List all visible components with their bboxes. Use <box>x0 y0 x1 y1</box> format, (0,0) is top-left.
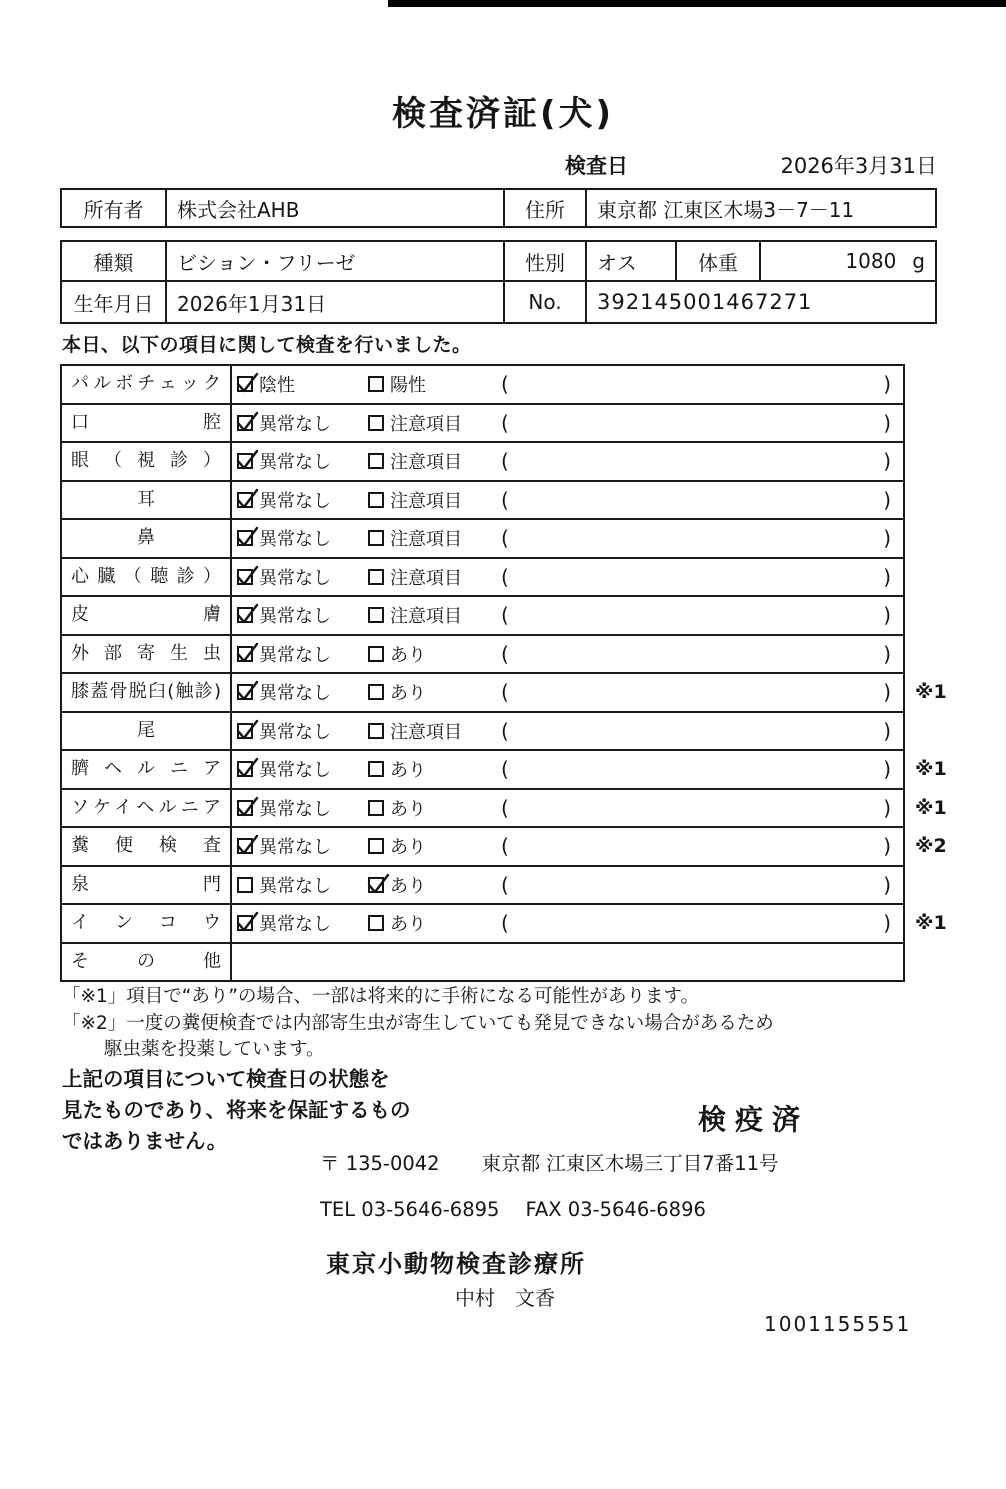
owner-label: 所有者 <box>62 190 167 226</box>
checkbox-icon[interactable] <box>237 492 253 508</box>
item-label: 泉門 <box>62 867 232 904</box>
paren-open: ( <box>501 911 509 936</box>
pet-row-1 <box>62 242 935 282</box>
checkbox-icon[interactable] <box>237 761 253 777</box>
checklist-row <box>62 944 903 983</box>
checkbox-icon[interactable] <box>237 646 253 662</box>
option-1[interactable] <box>237 910 368 936</box>
checkbox-icon[interactable] <box>237 838 253 854</box>
item-options <box>232 636 903 673</box>
paren-open: ( <box>501 641 509 666</box>
owner-value: 株式会社AHB <box>167 190 505 226</box>
option-2[interactable] <box>368 448 499 474</box>
item-options <box>232 559 903 596</box>
checkbox-icon[interactable] <box>237 569 253 585</box>
remarks-field <box>499 719 903 743</box>
item-label: 鼻 <box>62 520 232 557</box>
checkbox-icon[interactable] <box>368 607 384 623</box>
checkbox-icon[interactable] <box>368 761 384 777</box>
checkbox-icon[interactable] <box>368 415 384 431</box>
option-2[interactable] <box>368 872 499 898</box>
item-label: 尾 <box>62 713 232 750</box>
option-2[interactable] <box>368 525 499 551</box>
checklist-row <box>62 674 947 713</box>
clinic-contact-row <box>320 1198 706 1221</box>
checkmark-icon <box>235 640 259 664</box>
paren-open: ( <box>501 718 509 743</box>
checkmark-icon <box>235 755 259 779</box>
remarks-field <box>499 873 903 897</box>
option-1-label: 異常なし <box>259 875 331 897</box>
checkmark-icon <box>235 832 259 856</box>
option-2-label: 注意項目 <box>390 529 462 551</box>
item-options <box>232 674 903 711</box>
checkmark-icon <box>235 678 259 702</box>
option-2-label: あり <box>390 760 426 782</box>
address-value: 東京都 江東区木場3－7－11 <box>597 197 855 222</box>
weight-value: 1080 <box>845 249 897 273</box>
option-2[interactable] <box>368 833 499 859</box>
option-2[interactable] <box>368 564 499 590</box>
item-footnote-ref: ※1 <box>915 681 947 703</box>
paren-open: ( <box>501 372 509 397</box>
option-2-label: 注意項目 <box>390 413 462 435</box>
checkbox-icon[interactable] <box>368 723 384 739</box>
option-1[interactable] <box>237 718 368 744</box>
option-2-label: あり <box>390 875 426 897</box>
paren-open: ( <box>501 757 509 782</box>
checklist-row <box>62 520 903 559</box>
remarks-field <box>499 449 903 473</box>
item-footnote-ref: ※1 <box>915 912 947 934</box>
checklist-row <box>62 867 903 906</box>
option-2[interactable] <box>368 756 499 782</box>
document-title: 検査済証(犬) <box>391 94 615 134</box>
option-2-label: あり <box>390 683 426 705</box>
scan-artifact-bar <box>388 0 1006 7</box>
item-footnote-ref: ※1 <box>915 796 947 819</box>
checkmark-icon <box>235 794 259 818</box>
paren-close: ) <box>883 410 891 435</box>
birthdate-label: 生年月日 <box>62 282 167 322</box>
checkmark-icon <box>235 447 259 471</box>
paren-close: ) <box>883 487 891 512</box>
weight-unit: g <box>912 249 925 273</box>
checkbox-icon[interactable] <box>237 800 253 816</box>
item-options <box>232 751 903 788</box>
option-2[interactable] <box>368 641 499 667</box>
checkbox-icon[interactable] <box>368 453 384 469</box>
item-options <box>232 597 903 634</box>
remarks-field <box>499 911 903 935</box>
paren-close: ) <box>883 641 891 666</box>
footnote-2-continued: 駆虫薬を投薬しています。 <box>104 1039 325 1060</box>
option-1[interactable] <box>237 371 368 397</box>
postal-code: 〒 135-0042 <box>320 1152 440 1175</box>
checkmark-icon <box>235 370 259 394</box>
checklist-row <box>62 443 903 482</box>
checkbox-icon[interactable] <box>368 800 384 816</box>
sex-label: 性別 <box>505 242 587 280</box>
item-options <box>232 366 903 403</box>
item-options <box>232 520 903 557</box>
option-1[interactable] <box>237 872 368 898</box>
remarks-field <box>499 834 903 858</box>
option-1[interactable] <box>237 487 368 513</box>
option-2[interactable] <box>368 910 499 936</box>
checkbox-icon[interactable] <box>368 376 384 392</box>
checkbox-icon[interactable] <box>368 569 384 585</box>
option-1-label: 異常なし <box>259 490 331 512</box>
item-options <box>232 405 903 442</box>
paren-close: ) <box>883 449 891 474</box>
option-2-label: 注意項目 <box>390 606 462 628</box>
option-1-label: 異常なし <box>259 760 331 782</box>
option-1-label: 異常なし <box>259 413 331 435</box>
clinic-name: 東京小動物検査診療所 <box>326 1250 586 1278</box>
option-1-label: 異常なし <box>259 837 331 859</box>
item-label: 膝蓋骨脱臼(触診) <box>62 674 232 711</box>
paren-open: ( <box>501 834 509 859</box>
item-options <box>232 905 903 942</box>
option-2-label: 注意項目 <box>390 452 462 474</box>
checklist-row <box>62 828 947 867</box>
remarks-field <box>499 603 903 627</box>
option-2[interactable] <box>368 795 499 821</box>
option-1[interactable] <box>237 833 368 859</box>
paren-close: ) <box>883 372 891 397</box>
option-1-label: 異常なし <box>259 567 331 589</box>
owner-table <box>60 188 937 228</box>
item-label: ソケイヘルニア <box>62 790 232 827</box>
checkbox-icon[interactable] <box>368 877 384 893</box>
remarks-field <box>499 796 903 820</box>
paren-open: ( <box>501 526 509 551</box>
item-options <box>232 867 903 904</box>
paren-close: ) <box>883 564 891 589</box>
checkbox-icon[interactable] <box>237 376 253 392</box>
paren-open: ( <box>501 487 509 512</box>
checklist-row <box>62 482 903 521</box>
item-options <box>232 713 903 750</box>
checklist-row <box>62 636 903 675</box>
checkmark-icon <box>366 871 390 895</box>
paren-close: ) <box>883 603 891 628</box>
checkbox-icon[interactable] <box>368 684 384 700</box>
paren-open: ( <box>501 564 509 589</box>
item-label: その他 <box>62 944 232 981</box>
option-1-label: 異常なし <box>259 914 331 936</box>
checkbox-icon[interactable] <box>368 492 384 508</box>
breed-label: 種類 <box>62 242 167 280</box>
address-label: 住所 <box>505 190 587 226</box>
checklist-row <box>62 597 903 636</box>
paren-close: ) <box>883 872 891 897</box>
option-2-label: あり <box>390 644 426 666</box>
clinic-tel: TEL 03-5646-6895 <box>320 1198 500 1221</box>
checklist-row <box>62 905 947 944</box>
paren-close: ) <box>883 526 891 551</box>
checkbox-icon[interactable] <box>237 684 253 700</box>
clinic-address: 東京都 江東区木場三丁目7番11号 <box>481 1152 779 1175</box>
disclaimer-line-3: ではありません。 <box>62 1129 228 1153</box>
option-1-label: 異常なし <box>259 452 331 474</box>
paren-open: ( <box>501 410 509 435</box>
inspection-checklist <box>60 364 947 982</box>
checkmark-icon <box>235 717 259 741</box>
sex-value: オス <box>587 242 677 280</box>
checklist-row <box>62 366 903 405</box>
item-options <box>232 790 903 827</box>
item-label: 皮膚 <box>62 597 232 634</box>
checkmark-icon <box>235 486 259 510</box>
option-2[interactable] <box>368 487 499 513</box>
option-1[interactable] <box>237 679 368 705</box>
paren-close: ) <box>883 795 891 820</box>
checkbox-icon[interactable] <box>368 915 384 931</box>
paren-open: ( <box>501 795 509 820</box>
paren-close: ) <box>883 911 891 936</box>
item-label: 臍ヘルニア <box>62 751 232 788</box>
clinic-address-row <box>320 1148 779 1176</box>
option-1[interactable] <box>237 602 368 628</box>
option-2-label: あり <box>390 798 426 820</box>
item-label: パルボチェック <box>62 366 232 403</box>
item-label: 眼（視診） <box>62 443 232 480</box>
owner-row <box>62 190 935 226</box>
certificate-no-label: No. <box>505 282 587 322</box>
option-2[interactable] <box>368 410 499 436</box>
option-1-label: 異常なし <box>259 721 331 743</box>
checkbox-icon[interactable] <box>237 877 253 893</box>
inspection-date-row <box>60 150 937 180</box>
remarks-field <box>499 488 903 512</box>
weight-label: 体重 <box>677 242 761 280</box>
remarks-field <box>499 526 903 550</box>
option-2-label: 注意項目 <box>390 490 462 512</box>
checkmark-icon <box>235 524 259 548</box>
option-2-label: 注意項目 <box>390 567 462 589</box>
item-options <box>232 828 903 865</box>
paren-close: ) <box>883 718 891 743</box>
paren-open: ( <box>501 449 509 474</box>
option-2-label: あり <box>390 837 426 859</box>
option-2[interactable] <box>368 371 499 397</box>
option-1-label: 異常なし <box>259 683 331 705</box>
option-2[interactable] <box>368 718 499 744</box>
checkbox-icon[interactable] <box>237 723 253 739</box>
option-2[interactable] <box>368 602 499 628</box>
remarks-field <box>499 372 903 396</box>
clinic-fax: FAX 03-5646-6896 <box>525 1198 706 1221</box>
checklist-row <box>62 559 903 598</box>
checklist-row <box>62 405 903 444</box>
birthdate-value: 2026年1月31日 <box>167 282 505 322</box>
option-1[interactable] <box>237 795 368 821</box>
paren-open: ( <box>501 680 509 705</box>
disclaimer <box>62 1064 411 1157</box>
option-1-label: 異常なし <box>259 798 331 820</box>
checkbox-icon[interactable] <box>368 646 384 662</box>
item-footnote-ref: ※2 <box>915 835 947 857</box>
breed-value: ビション・フリーゼ <box>167 242 505 280</box>
item-label: 口腔 <box>62 405 232 442</box>
weight-value-cell <box>761 242 935 280</box>
option-1-label: 異常なし <box>259 606 331 628</box>
remarks-field <box>499 565 903 589</box>
item-footnote-ref: ※1 <box>915 758 947 780</box>
option-1[interactable] <box>237 410 368 436</box>
paren-open: ( <box>501 603 509 628</box>
option-1[interactable] <box>237 641 368 667</box>
checkbox-icon[interactable] <box>237 415 253 431</box>
inspection-date-value: 2026年3月31日 <box>780 154 937 178</box>
paren-close: ) <box>883 834 891 859</box>
checkbox-icon[interactable] <box>237 453 253 469</box>
checkbox-icon[interactable] <box>368 838 384 854</box>
option-2-label: あり <box>390 914 426 936</box>
remarks-field <box>499 642 903 666</box>
footnote-2: 「※2」一度の糞便検査では内部寄生虫が寄生していても発見できない場合があるため <box>62 1012 774 1034</box>
serial-number: 1001155551 <box>764 1312 912 1336</box>
checkmark-icon <box>235 601 259 625</box>
item-options <box>232 443 903 480</box>
checkmark-icon <box>235 563 259 587</box>
option-1-label: 異常なし <box>259 644 331 666</box>
remarks-field <box>499 411 903 435</box>
option-1[interactable] <box>237 756 368 782</box>
checklist-row <box>62 713 903 752</box>
disclaimer-line-1: 上記の項目について検査日の状態を <box>62 1067 390 1091</box>
checklist-row <box>62 790 947 829</box>
option-1[interactable] <box>237 525 368 551</box>
quarantine-stamp: 検疫済 <box>698 1103 810 1136</box>
paren-open: ( <box>501 872 509 897</box>
remarks-field <box>499 757 903 781</box>
checkmark-icon <box>235 909 259 933</box>
item-label: インコウ <box>62 905 232 942</box>
footnote-1: 「※1」項目で“あり”の場合、一部は将来的に手術になる可能性があります。 <box>62 986 699 1007</box>
checkbox-icon[interactable] <box>237 915 253 931</box>
footnotes <box>62 984 774 1064</box>
option-2-label: 陽性 <box>390 375 426 397</box>
certificate-no-value: 392145001467271 <box>597 290 813 314</box>
item-label: 糞便検査 <box>62 828 232 865</box>
option-1-label: 異常なし <box>259 529 331 551</box>
checkbox-icon[interactable] <box>368 530 384 546</box>
checkmark-icon <box>235 409 259 433</box>
option-2[interactable] <box>368 679 499 705</box>
disclaimer-line-2: 見たものであり、将来を保証するもの <box>62 1098 411 1122</box>
checkbox-icon[interactable] <box>237 530 253 546</box>
paren-close: ) <box>883 680 891 705</box>
option-1[interactable] <box>237 448 368 474</box>
checklist-row <box>62 751 947 790</box>
inspection-date-label: 検査日 <box>565 154 628 178</box>
item-label: 心臓（聴診） <box>62 559 232 596</box>
item-label: 外部寄生虫 <box>62 636 232 673</box>
pet-row-2 <box>62 282 935 322</box>
veterinarian-name: 中村 文香 <box>455 1286 555 1310</box>
pet-info-table <box>60 240 937 324</box>
item-label: 耳 <box>62 482 232 519</box>
remarks-field <box>499 680 903 704</box>
paren-close: ) <box>883 757 891 782</box>
option-1[interactable] <box>237 564 368 590</box>
option-1-label: 陰性 <box>259 375 295 397</box>
intro-text: 本日、以下の項目に関して検査を行いました。 <box>62 334 472 356</box>
checkbox-icon[interactable] <box>237 607 253 623</box>
option-2-label: 注意項目 <box>390 721 462 743</box>
item-options <box>232 482 903 519</box>
